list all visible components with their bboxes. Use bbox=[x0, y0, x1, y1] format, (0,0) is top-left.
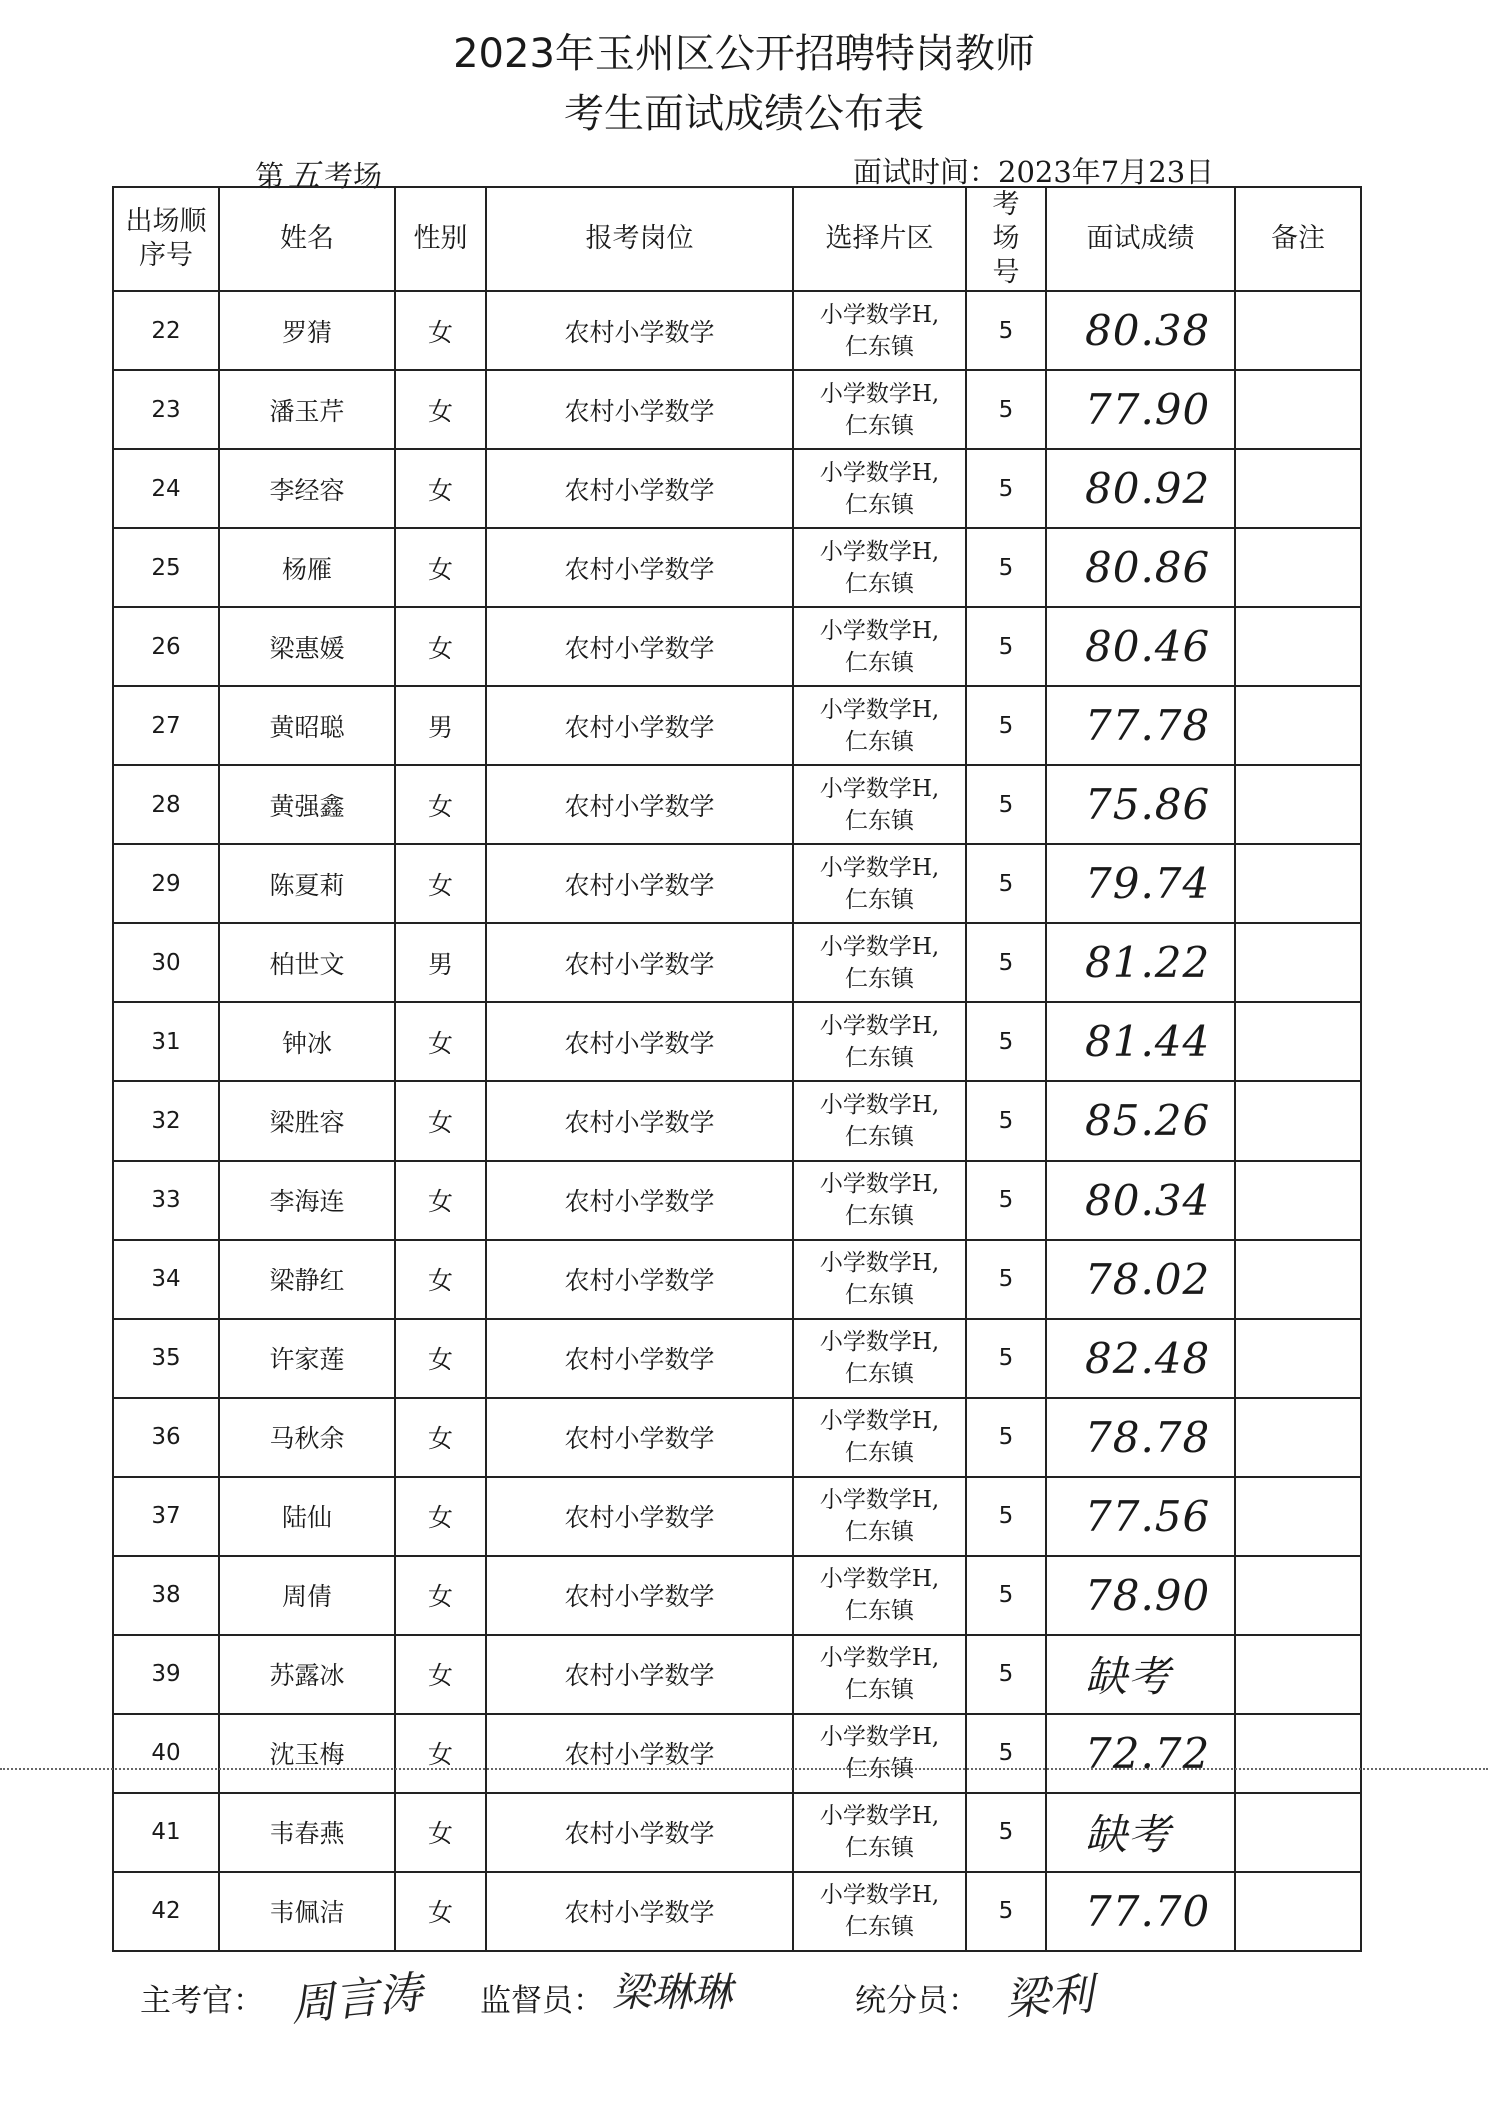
seq-cell: 30 bbox=[113, 923, 219, 1002]
area-line-1: 小学数学H, bbox=[819, 1012, 940, 1039]
post-cell: 农村小学数学 bbox=[486, 686, 793, 765]
table-row bbox=[113, 1240, 1361, 1319]
area-line-1: 小学数学H, bbox=[819, 617, 940, 644]
room-cell: 5 bbox=[966, 1240, 1046, 1319]
area-line-1: 小学数学H, bbox=[819, 1487, 940, 1514]
post-cell: 农村小学数学 bbox=[486, 1477, 793, 1556]
name-cell: 韦佩洁 bbox=[219, 1872, 395, 1951]
seq-cell: 34 bbox=[113, 1240, 219, 1319]
room-cell: 5 bbox=[966, 765, 1046, 844]
area-line-1: 小学数学H, bbox=[819, 459, 940, 486]
post-cell: 农村小学数学 bbox=[486, 607, 793, 686]
name-cell: 钟冰 bbox=[219, 1002, 395, 1081]
name-cell: 梁惠媛 bbox=[219, 607, 395, 686]
area-cell bbox=[793, 607, 966, 686]
score-cell: 77.90 bbox=[1046, 370, 1235, 449]
post-cell: 农村小学数学 bbox=[486, 1081, 793, 1160]
gender-cell: 女 bbox=[395, 370, 486, 449]
interview-date: 面试时间：2023年7月23日 bbox=[853, 155, 1215, 189]
note-cell bbox=[1235, 1477, 1361, 1556]
score-cell: 80.34 bbox=[1046, 1161, 1235, 1240]
seq-cell: 24 bbox=[113, 449, 219, 528]
gender-cell: 女 bbox=[395, 1319, 486, 1398]
note-cell bbox=[1235, 449, 1361, 528]
area-line-1: 小学数学H, bbox=[819, 1171, 940, 1198]
room-cell: 5 bbox=[966, 449, 1046, 528]
room-cell: 5 bbox=[966, 1872, 1046, 1951]
gender-cell: 女 bbox=[395, 528, 486, 607]
column-header-post: 报考岗位 bbox=[486, 187, 793, 291]
note-cell bbox=[1235, 607, 1361, 686]
room-cell: 5 bbox=[966, 1319, 1046, 1398]
area-cell bbox=[793, 1477, 966, 1556]
score-cell: 80.86 bbox=[1046, 528, 1235, 607]
post-cell: 农村小学数学 bbox=[486, 1714, 793, 1793]
area-cell bbox=[793, 528, 966, 607]
area-cell bbox=[793, 1793, 966, 1872]
area-line-1: 小学数学H, bbox=[819, 1882, 940, 1909]
table-row bbox=[113, 1635, 1361, 1714]
table-row bbox=[113, 1319, 1361, 1398]
seq-cell: 23 bbox=[113, 370, 219, 449]
name-cell: 罗猜 bbox=[219, 291, 395, 370]
seq-cell: 22 bbox=[113, 291, 219, 370]
table-row bbox=[113, 370, 1361, 449]
column-header-room: 考场号 bbox=[966, 187, 1046, 291]
area-line-1: 小学数学H, bbox=[819, 1803, 940, 1830]
room-cell: 5 bbox=[966, 1081, 1046, 1160]
name-cell: 周倩 bbox=[219, 1556, 395, 1635]
score-cell: 缺考 bbox=[1046, 1793, 1235, 1872]
area-cell bbox=[793, 1398, 966, 1477]
gender-cell: 女 bbox=[395, 1793, 486, 1872]
area-cell bbox=[793, 923, 966, 1002]
column-header-note: 备注 bbox=[1235, 187, 1361, 291]
score-cell: 85.26 bbox=[1046, 1081, 1235, 1160]
area-line-2: 仁东镇 bbox=[845, 1361, 914, 1388]
note-cell bbox=[1235, 923, 1361, 1002]
gender-cell: 女 bbox=[395, 844, 486, 923]
seq-cell: 35 bbox=[113, 1319, 219, 1398]
score-cell: 80.46 bbox=[1046, 607, 1235, 686]
table-row bbox=[113, 1002, 1361, 1081]
note-cell bbox=[1235, 1872, 1361, 1951]
score-cell: 80.92 bbox=[1046, 449, 1235, 528]
area-line-2: 仁东镇 bbox=[845, 965, 914, 992]
score-cell: 82.48 bbox=[1046, 1319, 1235, 1398]
post-cell: 农村小学数学 bbox=[486, 291, 793, 370]
area-line-2: 仁东镇 bbox=[845, 333, 914, 360]
name-cell: 陈夏莉 bbox=[219, 844, 395, 923]
score-cell: 缺考 bbox=[1046, 1635, 1235, 1714]
room-cell: 5 bbox=[966, 1398, 1046, 1477]
chief-examiner-signature: 周言涛 bbox=[288, 1967, 425, 2032]
name-cell: 黄昭聪 bbox=[219, 686, 395, 765]
note-cell bbox=[1235, 1556, 1361, 1635]
room-cell: 5 bbox=[966, 607, 1046, 686]
name-cell: 韦春燕 bbox=[219, 1793, 395, 1872]
table-row bbox=[113, 765, 1361, 844]
gender-cell: 女 bbox=[395, 1872, 486, 1951]
area-line-2: 仁东镇 bbox=[845, 1914, 914, 1941]
area-line-1: 小学数学H, bbox=[819, 854, 940, 881]
area-line-2: 仁东镇 bbox=[845, 1123, 914, 1150]
area-line-2: 仁东镇 bbox=[845, 1835, 914, 1862]
note-cell bbox=[1235, 370, 1361, 449]
gender-cell: 女 bbox=[395, 1398, 486, 1477]
table-row bbox=[113, 686, 1361, 765]
score-table bbox=[112, 186, 1362, 1952]
table-row bbox=[113, 1398, 1361, 1477]
score-cell: 75.86 bbox=[1046, 765, 1235, 844]
area-line-1: 小学数学H, bbox=[819, 1724, 940, 1751]
area-line-1: 小学数学H, bbox=[819, 696, 940, 723]
table-row bbox=[113, 1081, 1361, 1160]
room-cell: 5 bbox=[966, 923, 1046, 1002]
area-cell bbox=[793, 1714, 966, 1793]
table-row bbox=[113, 607, 1361, 686]
room-cell: 5 bbox=[966, 1002, 1046, 1081]
gender-cell: 女 bbox=[395, 765, 486, 844]
gender-cell: 女 bbox=[395, 1161, 486, 1240]
score-cell: 77.70 bbox=[1046, 1872, 1235, 1951]
table-header-row bbox=[113, 187, 1361, 291]
supervisor-label: 监督员： bbox=[480, 1983, 604, 2019]
exam-room-prefix: 第 bbox=[255, 159, 285, 193]
seq-cell: 38 bbox=[113, 1556, 219, 1635]
area-cell bbox=[793, 1635, 966, 1714]
area-line-2: 仁东镇 bbox=[845, 1044, 914, 1071]
exam-room-suffix: 考场 bbox=[324, 159, 383, 193]
note-cell bbox=[1235, 1240, 1361, 1319]
area-line-2: 仁东镇 bbox=[845, 649, 914, 676]
area-line-1: 小学数学H, bbox=[819, 1250, 940, 1277]
table-body bbox=[113, 291, 1361, 1951]
seq-cell: 28 bbox=[113, 765, 219, 844]
room-cell: 5 bbox=[966, 1793, 1046, 1872]
area-line-2: 仁东镇 bbox=[845, 570, 914, 597]
area-line-2: 仁东镇 bbox=[845, 1598, 914, 1625]
post-cell: 农村小学数学 bbox=[486, 765, 793, 844]
score-cell: 77.56 bbox=[1046, 1477, 1235, 1556]
score-cell: 80.38 bbox=[1046, 291, 1235, 370]
area-line-1: 小学数学H, bbox=[819, 1329, 940, 1356]
room-cell: 5 bbox=[966, 528, 1046, 607]
seq-cell: 33 bbox=[113, 1161, 219, 1240]
note-cell bbox=[1235, 844, 1361, 923]
table-row bbox=[113, 1556, 1361, 1635]
column-header-area: 选择片区 bbox=[793, 187, 966, 291]
note-cell bbox=[1235, 1793, 1361, 1872]
seq-cell: 26 bbox=[113, 607, 219, 686]
gender-cell: 女 bbox=[395, 1635, 486, 1714]
area-cell bbox=[793, 1161, 966, 1240]
seq-cell: 42 bbox=[113, 1872, 219, 1951]
area-line-2: 仁东镇 bbox=[845, 886, 914, 913]
seq-cell: 25 bbox=[113, 528, 219, 607]
supervisor-signature: 梁琳琳 bbox=[612, 1970, 732, 2016]
area-line-1: 小学数学H, bbox=[819, 1408, 940, 1435]
post-cell: 农村小学数学 bbox=[486, 528, 793, 607]
table-row bbox=[113, 923, 1361, 1002]
note-cell bbox=[1235, 1398, 1361, 1477]
seq-cell: 40 bbox=[113, 1714, 219, 1793]
area-line-1: 小学数学H, bbox=[819, 1566, 940, 1593]
name-cell: 苏露冰 bbox=[219, 1635, 395, 1714]
area-cell bbox=[793, 291, 966, 370]
name-cell: 沈玉梅 bbox=[219, 1714, 395, 1793]
area-line-2: 仁东镇 bbox=[845, 1677, 914, 1704]
table-row bbox=[113, 844, 1361, 923]
column-header-seq: 出场顺序号 bbox=[113, 187, 219, 291]
area-cell bbox=[793, 1319, 966, 1398]
area-line-1: 小学数学H, bbox=[819, 301, 940, 328]
post-cell: 农村小学数学 bbox=[486, 370, 793, 449]
post-cell: 农村小学数学 bbox=[486, 1240, 793, 1319]
name-cell: 梁胜容 bbox=[219, 1081, 395, 1160]
name-cell: 杨雁 bbox=[219, 528, 395, 607]
name-cell: 许家莲 bbox=[219, 1319, 395, 1398]
post-cell: 农村小学数学 bbox=[486, 449, 793, 528]
table-row bbox=[113, 291, 1361, 370]
post-cell: 农村小学数学 bbox=[486, 1635, 793, 1714]
gender-cell: 女 bbox=[395, 1002, 486, 1081]
score-cell: 81.22 bbox=[1046, 923, 1235, 1002]
area-cell bbox=[793, 1872, 966, 1951]
gender-cell: 男 bbox=[395, 923, 486, 1002]
room-cell: 5 bbox=[966, 1477, 1046, 1556]
scorer-signature: 梁利 bbox=[1003, 1968, 1095, 2026]
table-row bbox=[113, 1872, 1361, 1951]
area-line-1: 小学数学H, bbox=[819, 538, 940, 565]
area-line-2: 仁东镇 bbox=[845, 728, 914, 755]
post-cell: 农村小学数学 bbox=[486, 844, 793, 923]
score-cell: 72.72 bbox=[1046, 1714, 1235, 1793]
score-cell: 81.44 bbox=[1046, 1002, 1235, 1081]
area-cell bbox=[793, 765, 966, 844]
note-cell bbox=[1235, 291, 1361, 370]
table-row bbox=[113, 528, 1361, 607]
area-cell bbox=[793, 1002, 966, 1081]
area-line-2: 仁东镇 bbox=[845, 807, 914, 834]
area-line-1: 小学数学H, bbox=[819, 775, 940, 802]
area-line-2: 仁东镇 bbox=[845, 1203, 914, 1230]
room-cell: 5 bbox=[966, 686, 1046, 765]
room-cell: 5 bbox=[966, 844, 1046, 923]
exam-room-number: 五 bbox=[288, 156, 321, 194]
area-cell bbox=[793, 370, 966, 449]
table-row bbox=[113, 1477, 1361, 1556]
gender-cell: 女 bbox=[395, 1081, 486, 1160]
table-row bbox=[113, 1161, 1361, 1240]
gender-cell: 女 bbox=[395, 291, 486, 370]
note-cell bbox=[1235, 1081, 1361, 1160]
seq-cell: 31 bbox=[113, 1002, 219, 1081]
area-line-1: 小学数学H, bbox=[819, 380, 940, 407]
area-cell bbox=[793, 686, 966, 765]
name-cell: 柏世文 bbox=[219, 923, 395, 1002]
gender-cell: 女 bbox=[395, 1714, 486, 1793]
area-cell bbox=[793, 1081, 966, 1160]
area-line-1: 小学数学H, bbox=[819, 933, 940, 960]
note-cell bbox=[1235, 1319, 1361, 1398]
post-cell: 农村小学数学 bbox=[486, 1556, 793, 1635]
area-line-2: 仁东镇 bbox=[845, 1519, 914, 1546]
area-line-1: 小学数学H, bbox=[819, 1645, 940, 1672]
area-line-2: 仁东镇 bbox=[845, 1440, 914, 1467]
area-line-1: 小学数学H, bbox=[819, 1091, 940, 1118]
note-cell bbox=[1235, 1635, 1361, 1714]
area-line-2: 仁东镇 bbox=[845, 412, 914, 439]
post-cell: 农村小学数学 bbox=[486, 1872, 793, 1951]
table-row bbox=[113, 1793, 1361, 1872]
note-cell bbox=[1235, 686, 1361, 765]
name-cell: 黄强鑫 bbox=[219, 765, 395, 844]
room-cell: 5 bbox=[966, 1635, 1046, 1714]
room-cell: 5 bbox=[966, 291, 1046, 370]
gender-cell: 女 bbox=[395, 1477, 486, 1556]
note-cell bbox=[1235, 765, 1361, 844]
gender-cell: 女 bbox=[395, 1556, 486, 1635]
area-cell bbox=[793, 1240, 966, 1319]
area-line-2: 仁东镇 bbox=[845, 1756, 914, 1783]
signature-row bbox=[0, 1955, 1488, 2065]
column-header-name: 姓名 bbox=[219, 187, 395, 291]
room-cell: 5 bbox=[966, 1714, 1046, 1793]
gender-cell: 女 bbox=[395, 449, 486, 528]
post-cell: 农村小学数学 bbox=[486, 1002, 793, 1081]
name-cell: 李经容 bbox=[219, 449, 395, 528]
gender-cell: 女 bbox=[395, 1240, 486, 1319]
page-title: 2023年玉州区公开招聘特岗教师 bbox=[453, 31, 1035, 77]
seq-cell: 37 bbox=[113, 1477, 219, 1556]
post-cell: 农村小学数学 bbox=[486, 1793, 793, 1872]
score-cell: 78.78 bbox=[1046, 1398, 1235, 1477]
area-cell bbox=[793, 844, 966, 923]
note-cell bbox=[1235, 528, 1361, 607]
area-cell bbox=[793, 1556, 966, 1635]
seq-cell: 29 bbox=[113, 844, 219, 923]
seq-cell: 32 bbox=[113, 1081, 219, 1160]
name-cell: 陆仙 bbox=[219, 1477, 395, 1556]
area-line-2: 仁东镇 bbox=[845, 491, 914, 518]
area-cell bbox=[793, 449, 966, 528]
table-row bbox=[113, 449, 1361, 528]
gender-cell: 男 bbox=[395, 686, 486, 765]
table-row bbox=[113, 1714, 1361, 1793]
name-cell: 马秋余 bbox=[219, 1398, 395, 1477]
column-header-gender: 性别 bbox=[395, 187, 486, 291]
post-cell: 农村小学数学 bbox=[486, 923, 793, 1002]
note-cell bbox=[1235, 1161, 1361, 1240]
score-cell: 79.74 bbox=[1046, 844, 1235, 923]
post-cell: 农村小学数学 bbox=[486, 1161, 793, 1240]
page-subtitle: 考生面试成绩公布表 bbox=[564, 91, 924, 137]
room-cell: 5 bbox=[966, 1161, 1046, 1240]
gender-cell: 女 bbox=[395, 607, 486, 686]
score-cell: 78.02 bbox=[1046, 1240, 1235, 1319]
name-cell: 潘玉芹 bbox=[219, 370, 395, 449]
seq-cell: 27 bbox=[113, 686, 219, 765]
room-cell: 5 bbox=[966, 370, 1046, 449]
scan-divider bbox=[0, 1768, 1488, 1770]
area-line-2: 仁东镇 bbox=[845, 1282, 914, 1309]
seq-cell: 39 bbox=[113, 1635, 219, 1714]
scorer-label: 统分员： bbox=[855, 1983, 979, 2019]
score-cell: 78.90 bbox=[1046, 1556, 1235, 1635]
note-cell bbox=[1235, 1002, 1361, 1081]
score-cell: 77.78 bbox=[1046, 686, 1235, 765]
column-header-score: 面试成绩 bbox=[1046, 187, 1235, 291]
post-cell: 农村小学数学 bbox=[486, 1319, 793, 1398]
note-cell bbox=[1235, 1714, 1361, 1793]
chief-examiner-label: 主考官： bbox=[140, 1983, 264, 2019]
name-cell: 李海连 bbox=[219, 1161, 395, 1240]
seq-cell: 41 bbox=[113, 1793, 219, 1872]
post-cell: 农村小学数学 bbox=[486, 1398, 793, 1477]
seq-cell: 36 bbox=[113, 1398, 219, 1477]
room-cell: 5 bbox=[966, 1556, 1046, 1635]
name-cell: 梁静红 bbox=[219, 1240, 395, 1319]
